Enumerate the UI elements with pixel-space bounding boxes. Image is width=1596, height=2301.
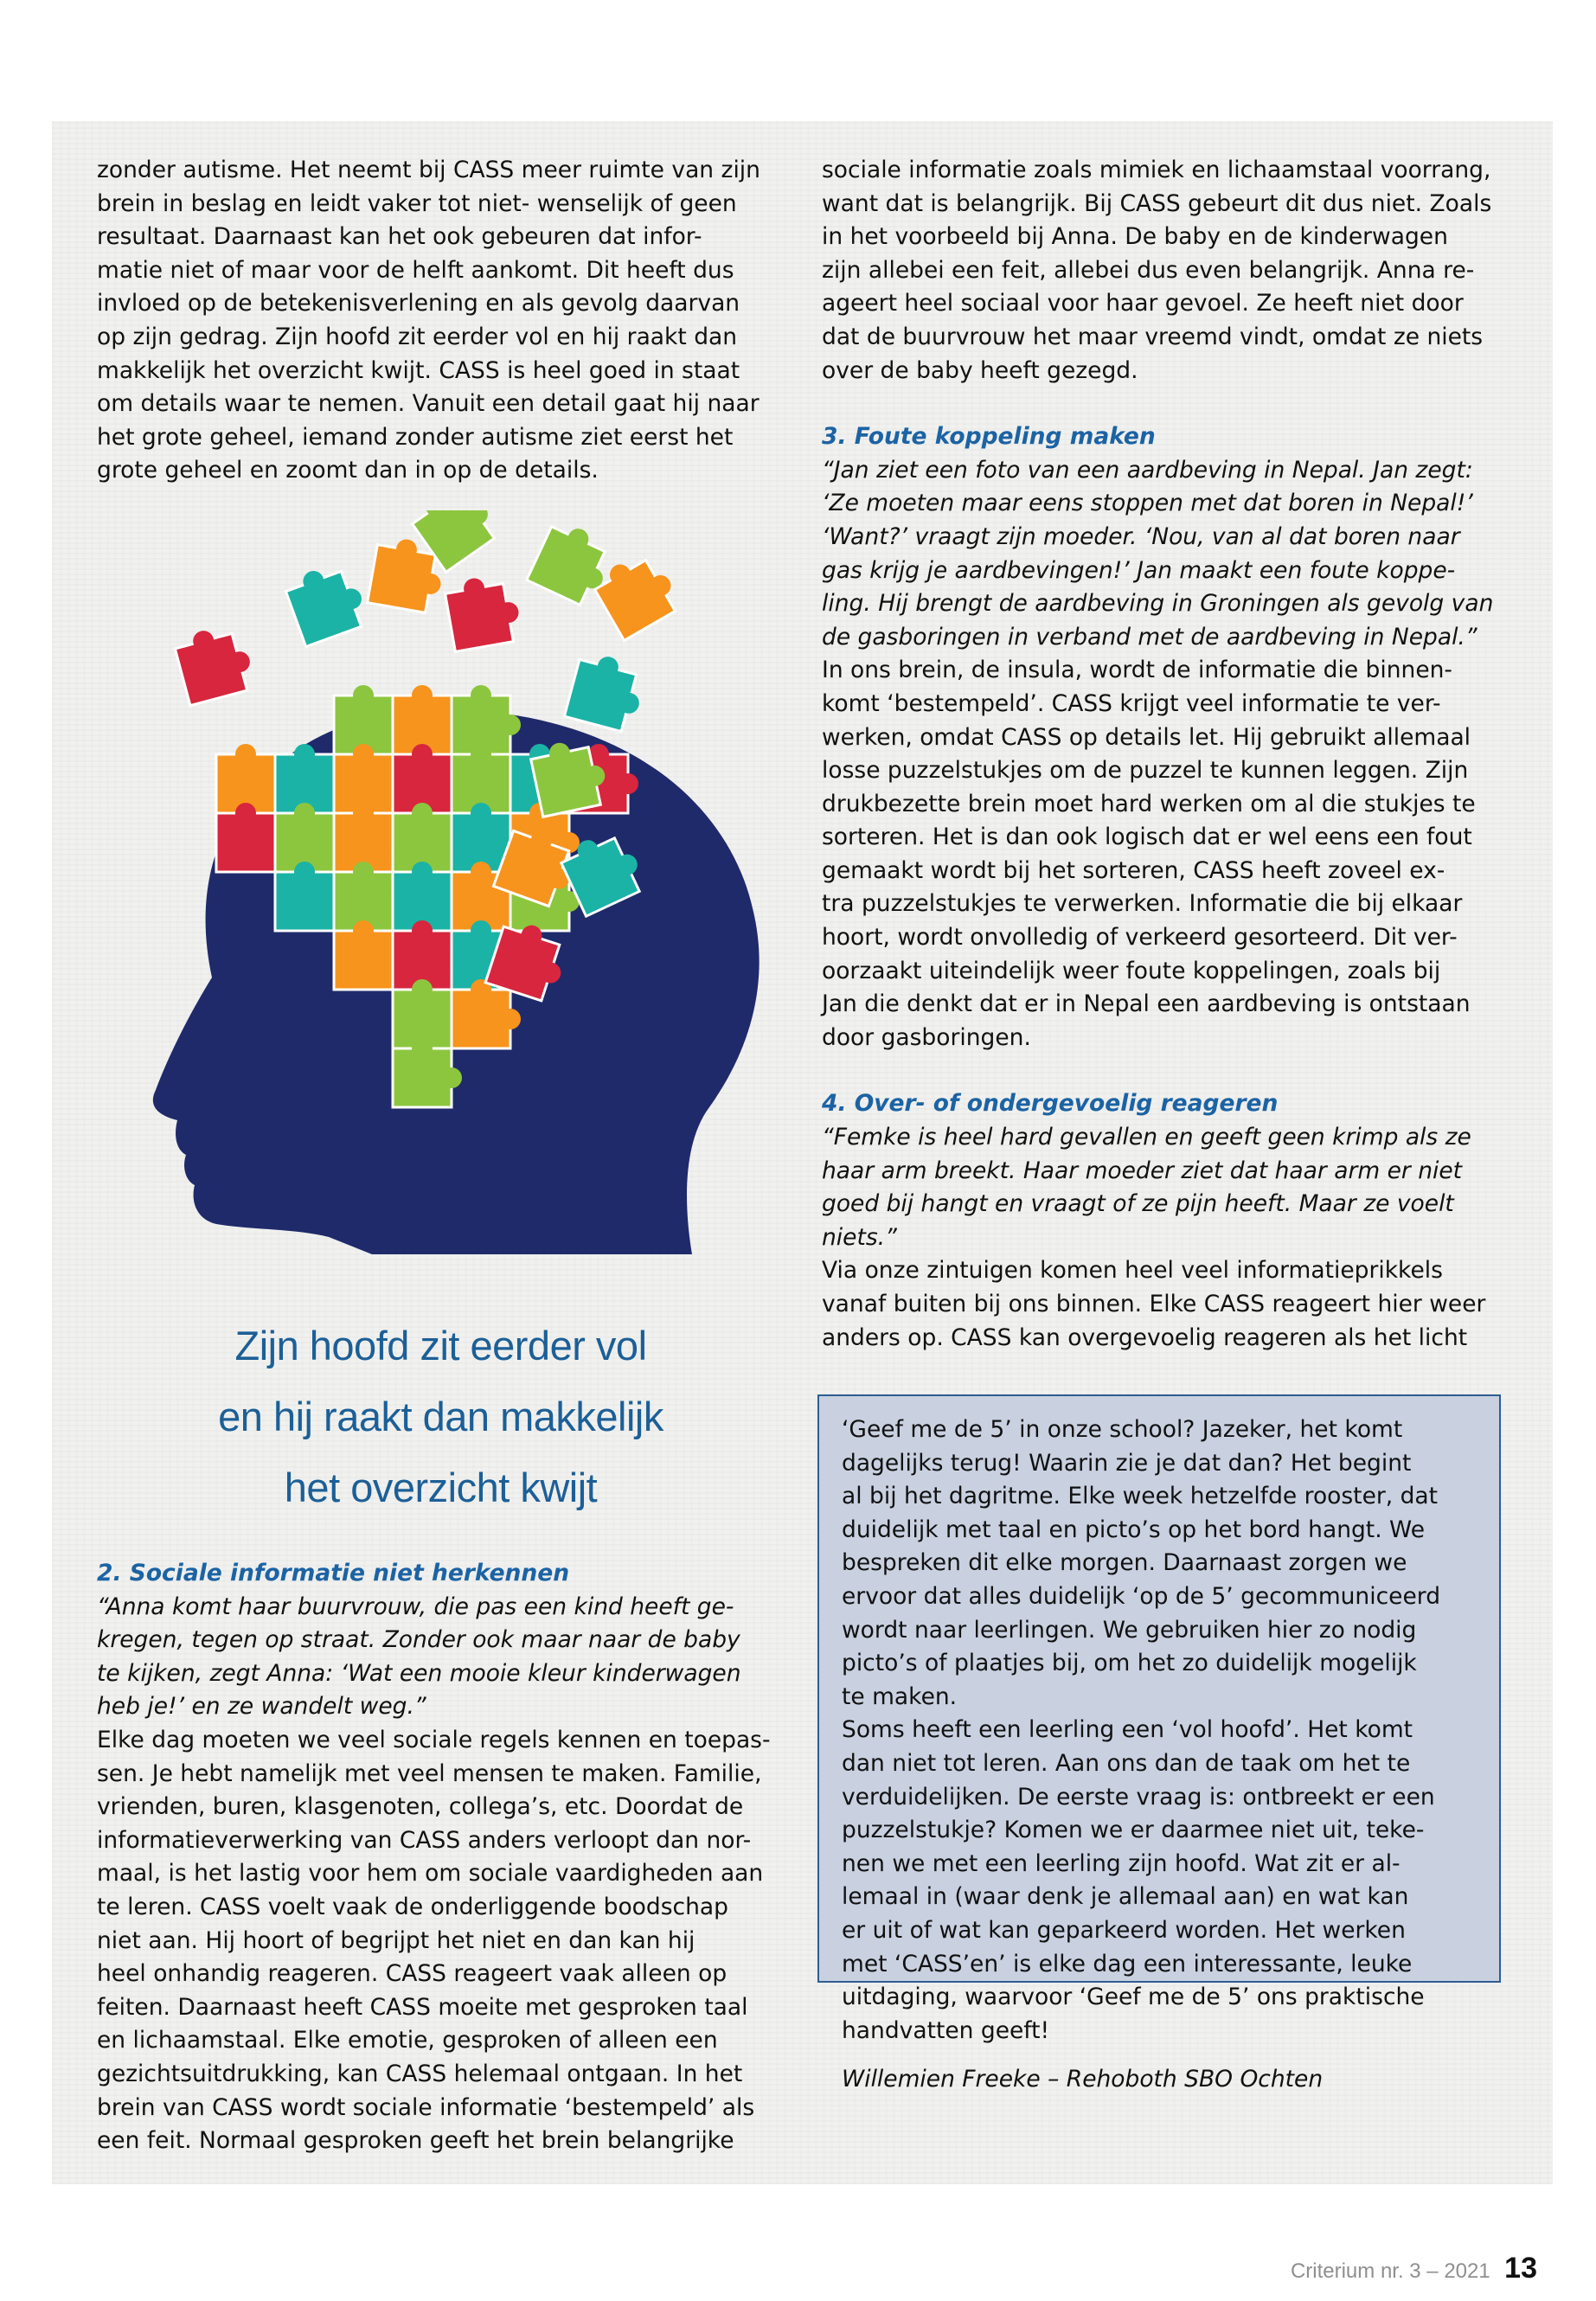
box-line: te maken. bbox=[842, 1682, 958, 1710]
text-line: invloed op de betekenisverlening en als gevolg daarvan bbox=[97, 290, 740, 317]
pull-quote-line: en hij raakt dan makkelijk bbox=[218, 1394, 663, 1439]
quote-line: heb je!’ en ze wandelt weg.” bbox=[97, 1693, 426, 1721]
text-line: gezichtsuitdrukking, kan CASS helemaal ontgaan. In het bbox=[97, 2060, 743, 2087]
box-line: lemaal in (waar denk je allemaal aan) en wat kan bbox=[842, 1883, 1409, 1911]
box-line: duidelijk met taal en picto’s op het bord hangt. We bbox=[842, 1516, 1426, 1543]
text-line: vanaf buiten bij ons binnen. Elke CASS reageert hier weer bbox=[822, 1291, 1486, 1317]
text-line: feiten. Daarnaast heeft CASS moeite met gesproken taal bbox=[97, 1993, 748, 2021]
box-line: met ‘CASS’en’ is elke dag een interessante, leuke bbox=[842, 1950, 1413, 1977]
text-line: werken, omdat CASS op details let. Hij gebruikt allemaal bbox=[822, 723, 1471, 751]
box-line: dan niet tot leren. Aan ons dan de taak om het te bbox=[842, 1749, 1411, 1777]
text-line: anders op. CASS kan overgevoelig reageren als het licht bbox=[822, 1324, 1468, 1351]
text-line: drukbezette brein moet hard werken om al die stukjes te bbox=[822, 790, 1476, 817]
text-line: vrienden, buren, klasgenoten, collega’s, etc. Doordat de bbox=[97, 1793, 744, 1821]
text-line: dat de buurvrouw het maar vreemd vindt, omdat ze niets bbox=[822, 323, 1484, 350]
quote-line: “Anna komt haar buurvrouw, die pas een kind heeft ge- bbox=[97, 1593, 734, 1620]
quote-line: de gasboringen in verband met de aardbeving in Nepal.” bbox=[822, 623, 1477, 651]
text-line: tra puzzelstukjes te verwerken. Informatie die bij elkaar bbox=[822, 890, 1463, 918]
text-line: op zijn gedrag. Zijn hoofd zit eerder vol en hij raakt dan bbox=[97, 323, 738, 350]
text-line: hoort, wordt onvolledig of verkeerd gesorteerd. Dit ver- bbox=[822, 924, 1458, 952]
signature: Willemien Freeke – Rehoboth SBO Ochten bbox=[842, 2066, 1324, 2093]
box-line: handvatten geeft! bbox=[842, 2016, 1050, 2044]
text-line: grote geheel en zoomt dan in op de details. bbox=[97, 457, 599, 484]
sidebar-box bbox=[817, 1394, 1501, 2093]
quote-line: gas krijg je aardbevingen!’ Jan maakt een foute koppe- bbox=[822, 556, 1456, 584]
quote-line: “Jan ziet een foto van een aardbeving in Nepal. Jan zegt: bbox=[822, 456, 1473, 484]
text-line: resultaat. Daarnaast kan het ook gebeuren dat infor- bbox=[97, 223, 702, 251]
quote-line: kregen, tegen op straat. Zonder ook maar naar de baby bbox=[97, 1626, 740, 1654]
quote-line: ‘Ze moeten maar eens stoppen met dat boren in Nepal!’ bbox=[822, 490, 1473, 517]
text-line: losse puzzelstukjes om de puzzel te kunnen leggen. Zijn bbox=[822, 757, 1469, 785]
text-line: heel onhandig reageren. CASS reageert vaak alleen op bbox=[97, 1960, 727, 1988]
text-line: brein in beslag en leidt vaker tot niet- wenselijk of geen bbox=[97, 189, 737, 217]
section-heading: 4. Over- of ondergevoelig reageren bbox=[822, 1090, 1279, 1118]
box-line: picto’s of plaatjes bij, om het zo duidelijk mogelijk bbox=[842, 1650, 1417, 1677]
text-line: te leren. CASS voelt vaak de onderliggende boodschap bbox=[97, 1893, 728, 1920]
text-line: om details waar te nemen. Vanuit een detail gaat hij naar bbox=[97, 390, 760, 418]
text-line: door gasboringen. bbox=[822, 1023, 1031, 1051]
box-line: ‘Geef me de 5’ in onze school? Jazeker, het komt bbox=[842, 1416, 1403, 1443]
puzzle-piece bbox=[590, 546, 684, 640]
box-line: bespreken dit elke morgen. Daarnaast zorgen we bbox=[842, 1549, 1407, 1577]
section-heading: 3. Foute koppeling maken bbox=[822, 423, 1156, 451]
text-line: informatieverwerking van CASS anders verloopt dan nor- bbox=[97, 1826, 752, 1854]
box-line: wordt naar leerlingen. We gebruiken hier zo nodig bbox=[842, 1616, 1417, 1644]
puzzle-piece bbox=[393, 1038, 462, 1107]
box-line: al bij het dagritme. Elke week hetzelfde rooster, dat bbox=[842, 1483, 1439, 1510]
quote-line: “Femke is heel hard gevallen en geeft geen krimp als ze bbox=[822, 1124, 1471, 1151]
text-line: makkelijk het overzicht kwijt. CASS is heel goed in staat bbox=[97, 356, 740, 384]
box-line: uitdaging, waarvoor ‘Geef me de 5’ ons praktische bbox=[842, 1984, 1425, 2011]
quote-line: goed bij hangt en vraagt of ze pijn heeft. Maar ze voelt bbox=[822, 1190, 1454, 1218]
text-line: het grote geheel, iemand zonder autisme ziet eerst het bbox=[97, 423, 734, 451]
text-line: zijn allebei een feit, allebei dus even belangrijk. Anna re- bbox=[822, 256, 1475, 284]
text-line: brein van CASS wordt sociale informatie ‘bestempeld’ als bbox=[97, 2093, 755, 2121]
pull-quote-line: het overzicht kwijt bbox=[284, 1465, 598, 1510]
box-line: nen we met een leerling zijn hoofd. Wat zit er al- bbox=[842, 1849, 1401, 1877]
text-line: sorteren. Het is dan ook logisch dat er wel eens een fout bbox=[822, 824, 1472, 851]
puzzle-piece bbox=[452, 685, 521, 754]
box-line: ervoor dat alles duidelijk ‘op de 5’ gecommuniceerd bbox=[842, 1582, 1441, 1610]
quote-line: haar arm breekt. Haar moeder ziet dat haar arm er niet bbox=[822, 1157, 1463, 1184]
text-line: sen. Je hebt namelijk met veel mensen te maken. Familie, bbox=[97, 1759, 762, 1787]
box-line: Soms heeft een leerling een ‘vol hoofd’. Het komt bbox=[842, 1716, 1413, 1744]
text-line: Elke dag moeten we veel sociale regels kennen en toepas- bbox=[97, 1726, 771, 1753]
quote-line: ling. Hij brengt de aardbeving in Groningen als gevolg van bbox=[822, 590, 1494, 618]
page-number: 13 bbox=[1504, 2252, 1537, 2285]
page-footer bbox=[1291, 2252, 1537, 2285]
quote-line: ‘Want?’ vraagt zijn moeder. ‘Nou, van al dat boren naar bbox=[822, 522, 1460, 550]
text-line: oorzaakt uiteindelijk weer foute koppelingen, zoals bij bbox=[822, 957, 1441, 984]
text-line: matie niet of maar voor de helft aankomt. Dit heeft dus bbox=[97, 256, 734, 284]
text-line: en lichaamstaal. Elke emotie, gesproken of alleen een bbox=[97, 2027, 718, 2054]
text-line: Via onze zintuigen komen heel veel informatieprikkels bbox=[822, 1257, 1443, 1285]
puzzle-piece bbox=[282, 558, 371, 647]
box-line: er uit of wat kan geparkeerd worden. Het werken bbox=[842, 1916, 1406, 1944]
text-line: gemaakt wordt bij het sorteren, CASS heeft zoveel ex- bbox=[822, 856, 1445, 884]
text-line: Jan die denkt dat er in Nepal een aardbeving is ontstaan bbox=[822, 990, 1471, 1018]
text-line: komt ‘bestempeld’. CASS krijgt veel informatie te ver- bbox=[822, 689, 1441, 717]
puzzle-piece bbox=[444, 572, 524, 652]
box-line: puzzelstukje? Komen we er daarmee niet uit, teke- bbox=[842, 1817, 1425, 1844]
puzzle-piece bbox=[172, 621, 257, 706]
text-line: in het voorbeeld bij Anna. De baby en de kinderwagen bbox=[822, 223, 1448, 251]
left-column-bottom bbox=[97, 1557, 785, 2158]
right-column bbox=[822, 154, 1503, 1355]
text-line: ageert heel sociaal voor haar gevoel. Ze heeft niet door bbox=[822, 290, 1464, 317]
text-line: maal, is het lastig voor hem om sociale vaardigheden aan bbox=[97, 1860, 764, 1888]
magazine-name: Criterium nr. 3 – 2021 bbox=[1290, 2259, 1490, 2283]
quote-line: te kijken, zegt Anna: ‘Wat een mooie kleur kinderwagen bbox=[97, 1659, 741, 1687]
text-line: want dat is belangrijk. Bij CASS gebeurt dit dus niet. Zoals bbox=[822, 189, 1492, 217]
section-heading: 2. Sociale informatie niet herkennen bbox=[97, 1560, 570, 1586]
box-line: dagelijks terug! Waarin zie je dat dan? Het begint bbox=[842, 1449, 1412, 1477]
head-with-puzzle-pieces-icon bbox=[87, 510, 830, 1254]
pull-quote bbox=[97, 1311, 785, 1523]
text-line: In ons brein, de insula, wordt de informatie die binnen- bbox=[822, 657, 1452, 684]
left-column-top bbox=[97, 154, 785, 488]
pull-quote-line: Zijn hoofd zit eerder vol bbox=[234, 1323, 647, 1368]
text-line: zonder autisme. Het neemt bij CASS meer ruimte van zijn bbox=[97, 157, 760, 183]
quote-line: niets.” bbox=[822, 1223, 897, 1251]
text-line: sociale informatie zoals mimiek en lichaamstaal voorrang, bbox=[822, 157, 1491, 183]
puzzle-piece bbox=[564, 650, 649, 734]
box-line: verduidelijken. De eerste vraag is: ontbreekt er een bbox=[842, 1783, 1435, 1811]
text-line: over de baby heeft gezegd. bbox=[822, 356, 1138, 384]
text-line: een feit. Normaal gesproken geeft het brein belangrijke bbox=[97, 2127, 734, 2155]
text-line: niet aan. Hij hoort of begrijpt het niet en dan kan hij bbox=[97, 1926, 695, 1954]
